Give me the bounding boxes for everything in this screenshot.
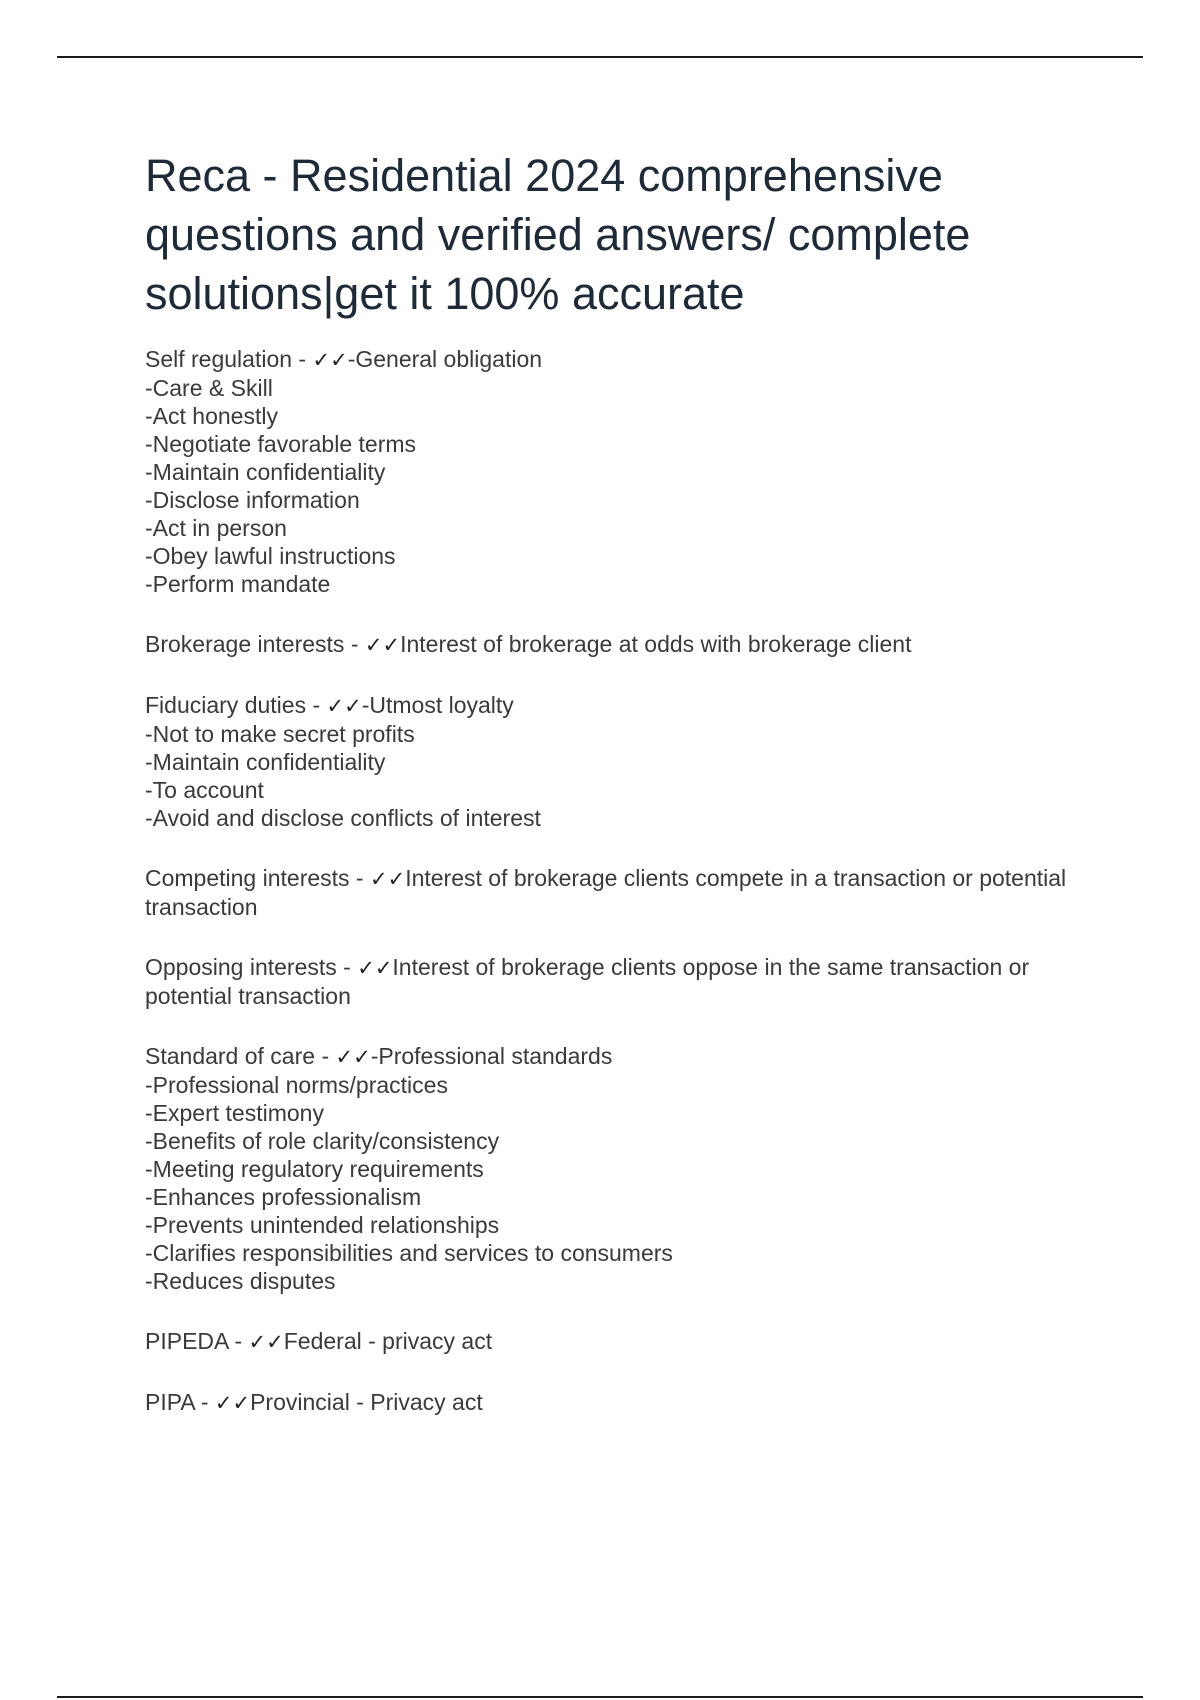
- answer-item: -To account: [145, 777, 264, 803]
- qa-first-line: [145, 1042, 1095, 1071]
- qa-answer: Provincial - Privacy act: [250, 1389, 483, 1415]
- title-line-2: questions and verified answers/ complete: [145, 209, 971, 260]
- qa-first-line: [145, 953, 1095, 1010]
- qa-answer: Interest of brokerage clients compete in a transaction or potential transaction: [145, 865, 1067, 920]
- answer-item: -Disclose information: [145, 487, 360, 513]
- title-highlight: [145, 146, 1095, 323]
- answer-item: -Benefits of role clarity/consistency: [145, 1128, 500, 1154]
- qa-first-line: [145, 864, 1095, 921]
- qa-first-line: [145, 1327, 1095, 1356]
- checkmark-icon: ✓✓: [248, 1330, 284, 1354]
- checkmark-icon: ✓✓: [214, 1391, 251, 1415]
- qa-self-regulation: [145, 345, 1095, 598]
- answer-item: -Obey lawful instructions: [145, 543, 396, 569]
- answer-item: -Avoid and disclose conflicts of interest: [145, 805, 541, 831]
- qa-answer: -General obligation: [347, 346, 543, 372]
- qa-term: Opposing interests -: [145, 954, 358, 980]
- qa-pipa: [145, 1388, 1095, 1417]
- bottom-divider: [57, 1696, 1143, 1698]
- document-body: [145, 146, 1095, 1449]
- qa-answer: Federal - privacy act: [283, 1328, 493, 1354]
- answer-item: -Reduces disputes: [145, 1268, 336, 1294]
- qa-answer: Interest of brokerage at odds with brokerage client: [400, 631, 912, 657]
- checkmark-icon: ✓✓: [364, 633, 401, 657]
- answer-item: -Meeting regulatory requirements: [145, 1156, 484, 1182]
- answer-item: -Maintain confidentiality: [145, 459, 386, 485]
- qa-term: Competing interests -: [145, 865, 370, 891]
- qa-term: Self regulation -: [145, 346, 313, 372]
- top-divider: [57, 56, 1143, 58]
- qa-answer: -Professional standards: [370, 1043, 613, 1069]
- qa-answer: Interest of brokerage clients oppose in the same transaction or potential transaction: [145, 954, 1030, 1009]
- qa-brokerage-interests: [145, 630, 1095, 659]
- qa-term: Standard of care -: [145, 1043, 336, 1069]
- document-title: [145, 146, 1095, 323]
- checkmark-icon: ✓✓: [357, 956, 393, 980]
- answer-item: -Professional norms/practices: [145, 1072, 448, 1098]
- checkmark-icon: ✓✓: [312, 348, 348, 372]
- qa-term: Fiduciary duties -: [145, 692, 327, 718]
- qa-opposing-interests: [145, 953, 1095, 1010]
- checkmark-icon: ✓✓: [326, 694, 362, 718]
- qa-term: PIPEDA -: [145, 1328, 249, 1354]
- qa-first-line: [145, 630, 1095, 659]
- qa-competing-interests: [145, 864, 1095, 921]
- answer-item: -Prevents unintended relationships: [145, 1212, 500, 1238]
- qa-answer: -Utmost loyalty: [361, 692, 514, 718]
- qa-fiduciary-duties: [145, 691, 1095, 832]
- answer-item: -Care & Skill: [145, 375, 273, 401]
- answer-item: -Perform mandate: [145, 571, 331, 597]
- qa-pipeda: [145, 1327, 1095, 1356]
- answer-item: -Act honestly: [145, 403, 278, 429]
- qa-first-line: [145, 691, 1095, 720]
- qa-term: Brokerage interests -: [145, 631, 365, 657]
- answer-item: -Enhances professionalism: [145, 1184, 422, 1210]
- title-line-3: solutions|get it 100% accurate: [145, 268, 745, 319]
- qa-first-line: [145, 1388, 1095, 1417]
- checkmark-icon: ✓✓: [369, 867, 406, 891]
- answer-item: -Act in person: [145, 515, 287, 541]
- answer-item: -Not to make secret profits: [145, 721, 415, 747]
- title-line-1: Reca - Residential 2024 comprehensive: [145, 150, 943, 201]
- answer-item: -Maintain confidentiality: [145, 749, 386, 775]
- qa-term: PIPA -: [145, 1389, 215, 1415]
- answer-item: -Expert testimony: [145, 1100, 324, 1126]
- checkmark-icon: ✓✓: [335, 1045, 371, 1069]
- qa-standard-of-care: [145, 1042, 1095, 1295]
- answer-item: -Negotiate favorable terms: [145, 431, 417, 457]
- answer-item: -Clarifies responsibilities and services to consumers: [145, 1240, 673, 1266]
- qa-first-line: [145, 345, 1095, 374]
